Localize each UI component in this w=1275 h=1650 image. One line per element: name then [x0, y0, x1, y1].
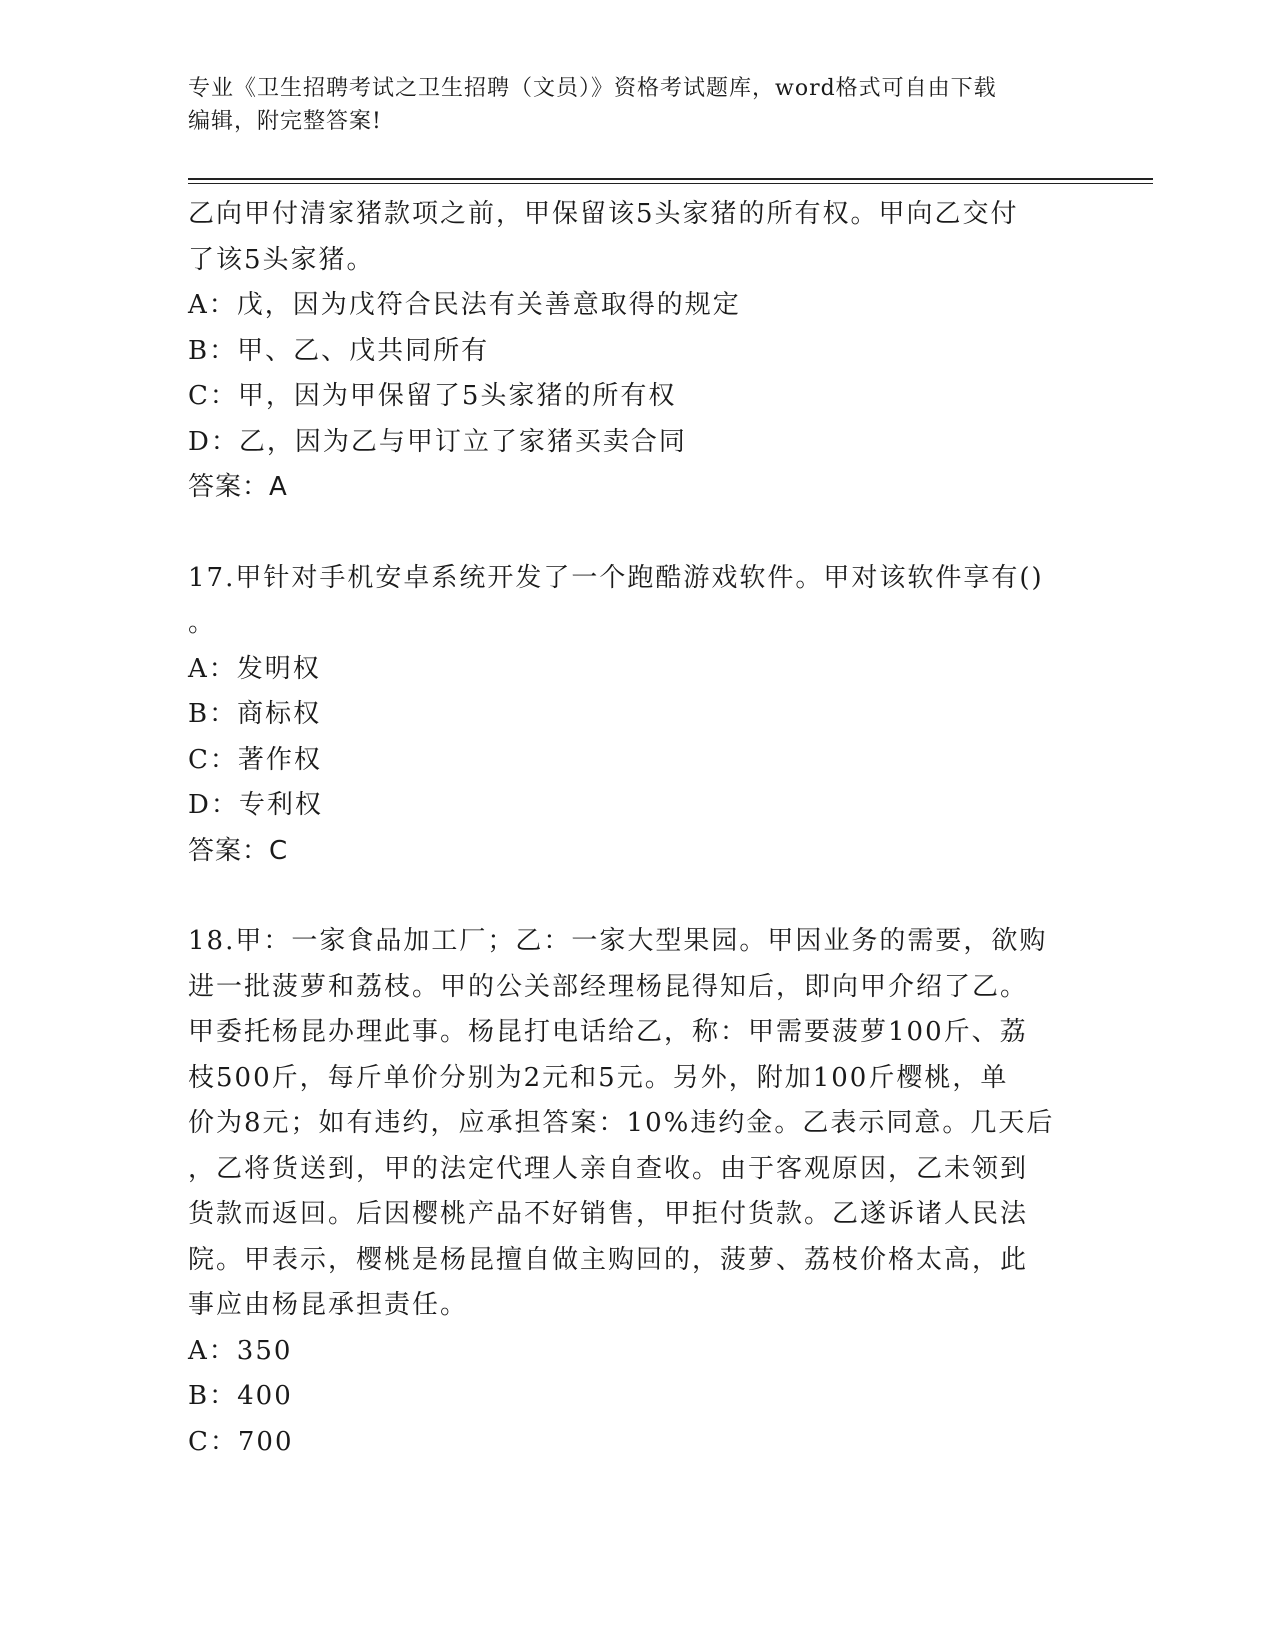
question-text-line: 价为8元；如有违约，应承担答案：10%违约金。乙表示同意。几天后 [188, 1108, 1055, 1138]
question-text-line: 货款而返回。后因樱桃产品不好销售，甲拒付货款。乙遂诉诸人民法 [188, 1199, 1029, 1229]
question-text-line: 17.甲针对手机安卓系统开发了一个跑酷游戏软件。甲对该软件享有() [188, 562, 1044, 593]
option-a: A：发明权 [188, 653, 321, 684]
question-16 [188, 192, 1078, 511]
option-b: B：商标权 [188, 699, 322, 729]
question-text-line: 院。甲表示，樱桃是杨昆擅自做主购回的，菠萝、荔枝价格太高，此 [188, 1244, 1029, 1275]
question-text-line: 了该5头家猪。 [188, 244, 375, 275]
question-text-line: 甲委托杨昆办理此事。杨昆打电话给乙，称：甲需要菠萝100斤、荔 [188, 1017, 1028, 1047]
option-b: B：400 [188, 1381, 293, 1411]
spacer [188, 511, 1078, 556]
header-divider [188, 178, 1153, 180]
option-c: C：700 [188, 1426, 294, 1457]
question-text-line: ，乙将货送到，甲的法定代理人亲自查收。由于客观原因，乙未领到 [188, 1153, 1029, 1184]
option-c: C：著作权 [188, 744, 322, 775]
question-17 [188, 556, 1078, 875]
header-divider-thin [188, 183, 1153, 184]
question-text-line: 乙向甲付清家猪款项之前，甲保留该5头家猪的所有权。甲向乙交付 [188, 199, 1019, 229]
option-a: A：350 [188, 1335, 293, 1366]
answer-line: 答案：A [188, 472, 288, 502]
question-text-line: 事应由杨昆承担责任。 [188, 1290, 469, 1320]
option-b: B：甲、乙、戊共同所有 [188, 335, 490, 366]
question-18 [188, 919, 1078, 1465]
document-body [188, 192, 1078, 1465]
option-d: D：专利权 [188, 790, 323, 820]
answer-line: 答案：C [188, 835, 289, 866]
question-text-line: 。 [188, 608, 217, 638]
question-text-line: 进一批菠萝和荔枝。甲的公关部经理杨昆得知后，即向甲介绍了乙。 [188, 971, 1029, 1002]
spacer [188, 874, 1078, 919]
question-text-line: 18.甲：一家食品加工厂；乙：一家大型果园。甲因业务的需要，欲购 [188, 926, 1048, 956]
question-text-line: 枝500斤，每斤单价分别为2元和5元。另外，附加100斤樱桃，单 [188, 1062, 1009, 1093]
option-c: C：甲，因为甲保留了5头家猪的所有权 [188, 381, 677, 411]
page-header [188, 72, 1068, 138]
header-line-1: 专业《卫生招聘考试之卫生招聘（文员）》资格考试题库，word格式可自由下载 [188, 76, 997, 101]
header-line-2: 编辑，附完整答案! [188, 109, 382, 134]
option-a: A：戊，因为戊符合民法有关善意取得的规定 [188, 290, 741, 320]
option-d: D：乙，因为乙与甲订立了家猪买卖合同 [188, 426, 687, 457]
